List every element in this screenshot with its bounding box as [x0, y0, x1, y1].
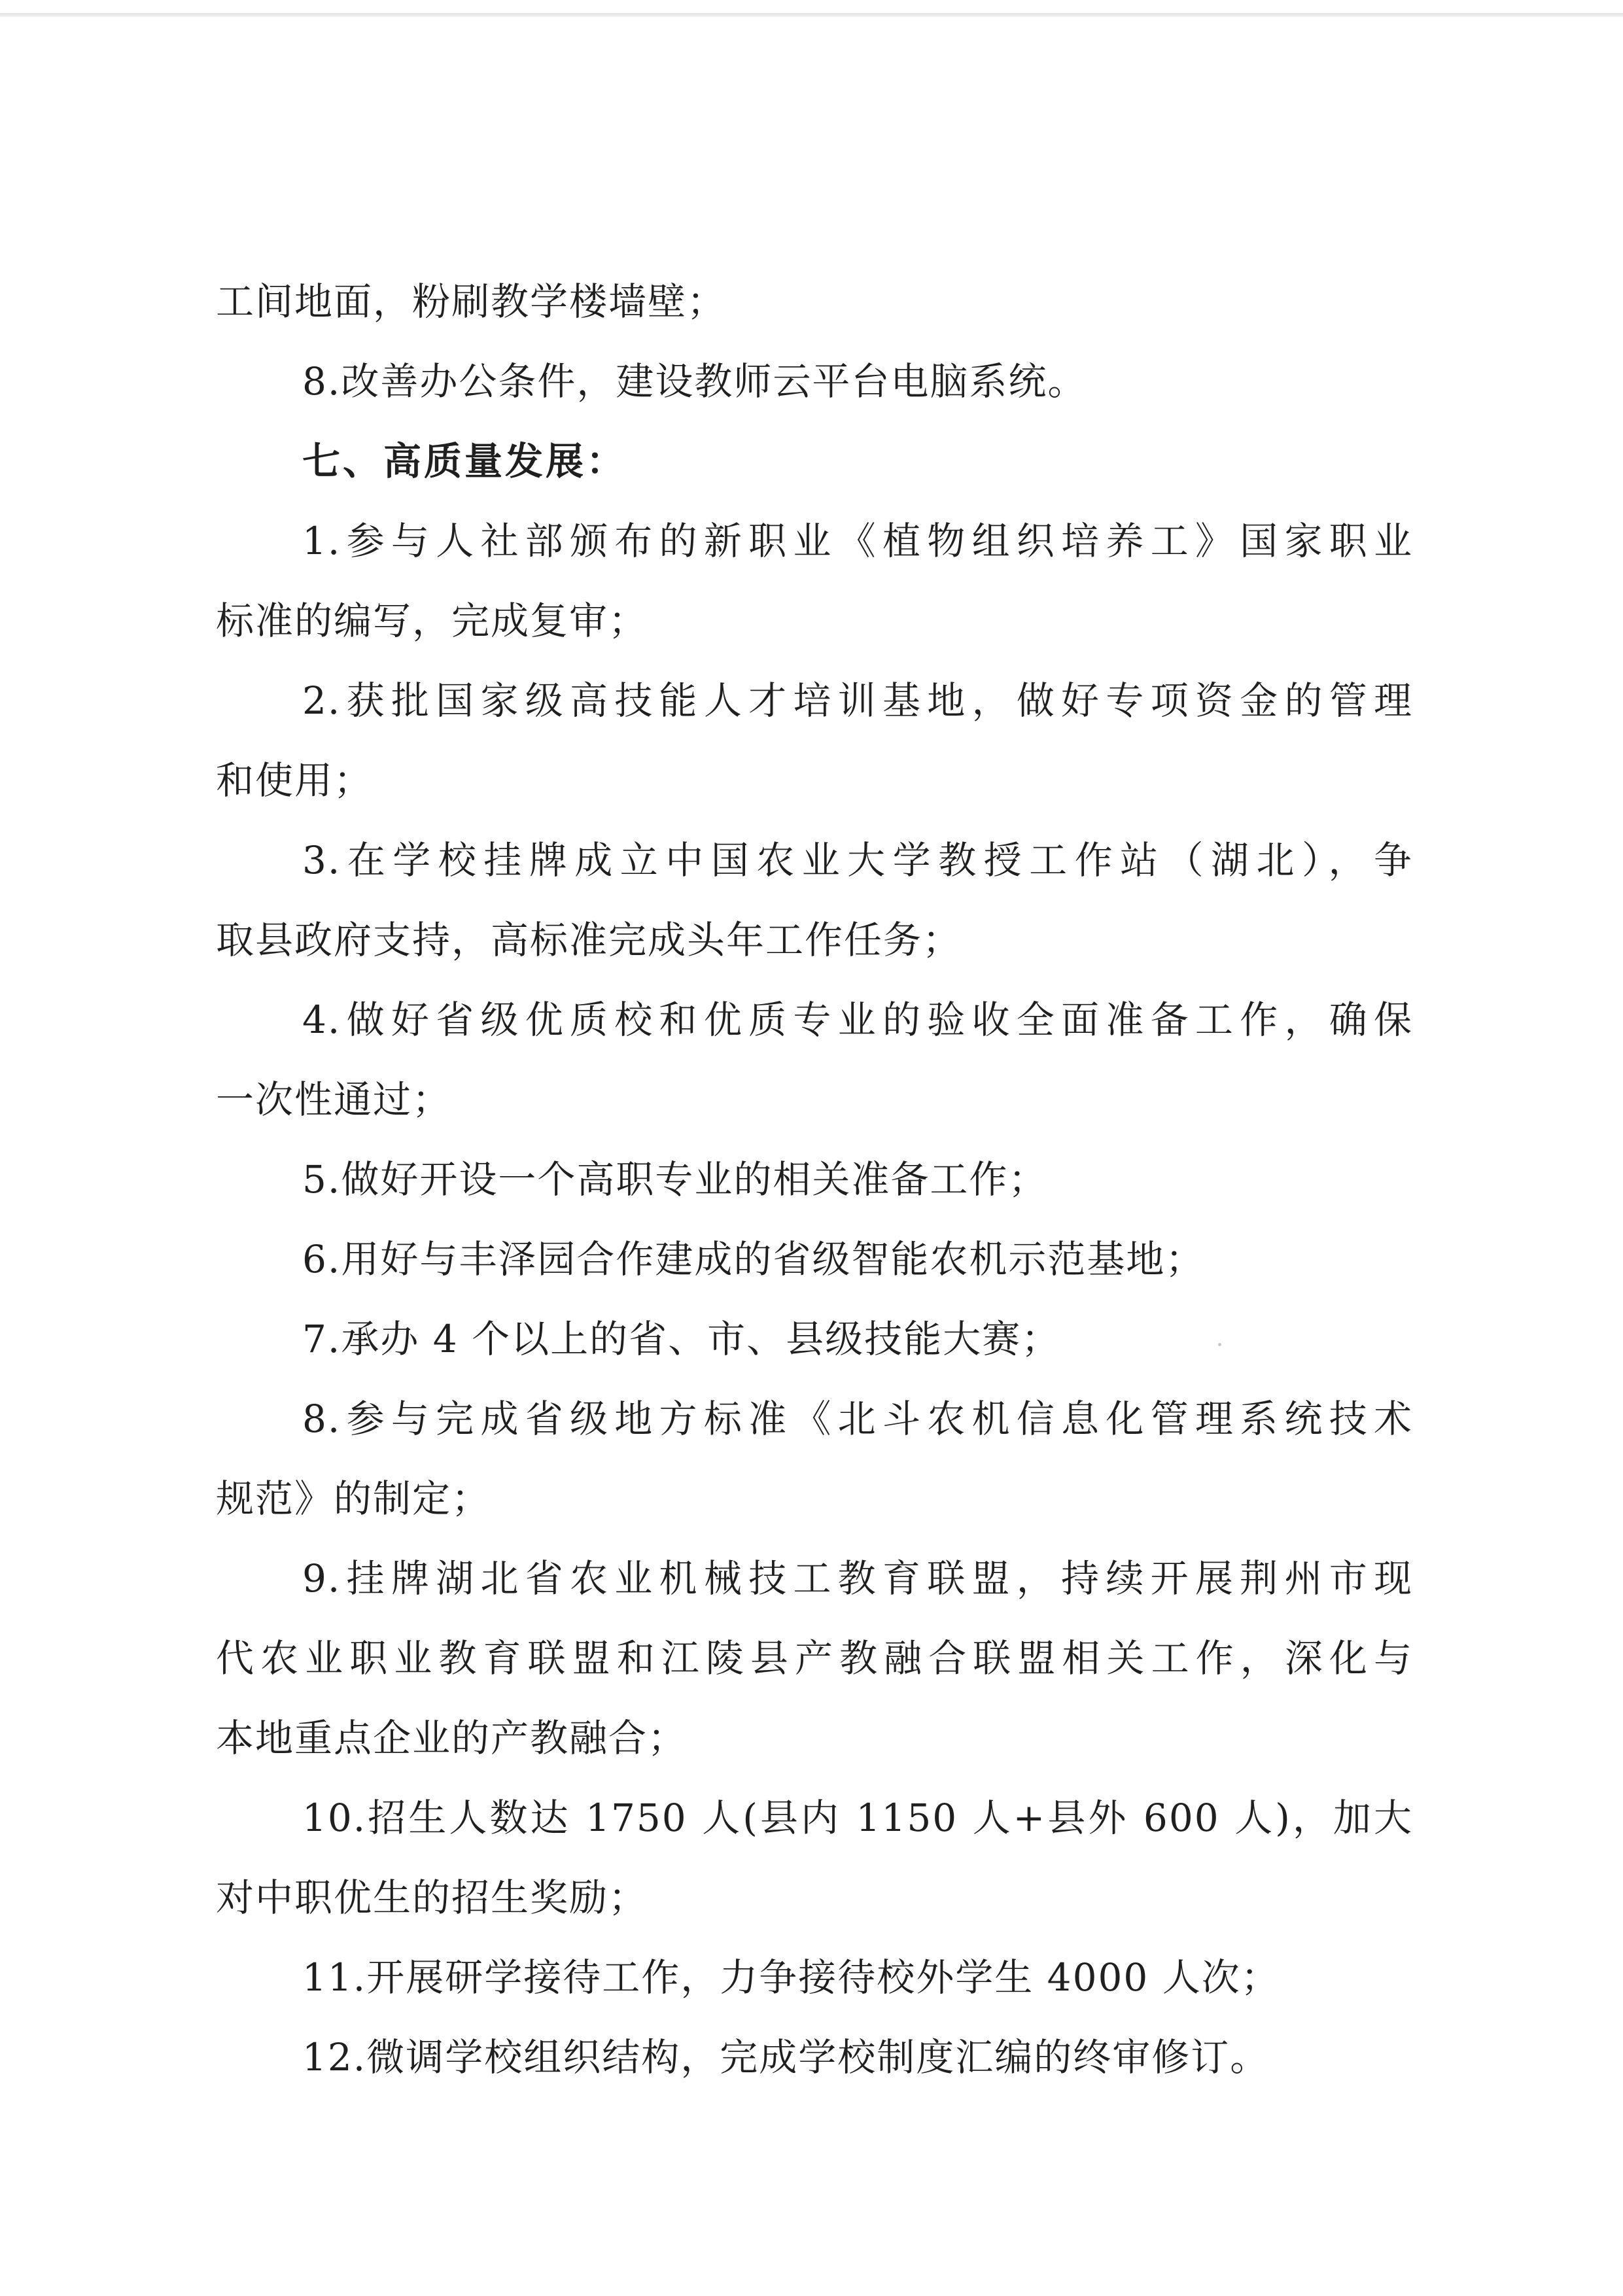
scan-edge-line	[0, 13, 1623, 17]
list-item-6: 6.用好与丰泽园合作建成的省级智能农机示范基地；	[302, 1237, 1205, 1281]
document-body	[216, 262, 1413, 2097]
list-item-11: 11.开展研学接待工作，力争接待校外学生 4000 人次；	[302, 1955, 1280, 2000]
list-item-4: 4.做好省级优质校和优质专业的验收全面准备工作，确保	[302, 998, 1413, 1042]
list-item-9-continued-2: 本地重点企业的产教融合；	[216, 1716, 688, 1760]
list-item-10: 10.招生人数达 1750 人(县内 1150 人+县外 600 人)，加大	[302, 1796, 1413, 1840]
scan-speck	[1218, 1343, 1221, 1346]
paragraph-line: 工间地面，粉刷教学楼墙壁；	[216, 279, 727, 324]
list-item-4-continued: 一次性通过；	[216, 1077, 452, 1122]
list-item-1: 1.参与人社部颁布的新职业《植物组织培养工》国家职业	[302, 519, 1413, 563]
list-item-2: 2.获批国家级高技能人才培训基地，做好专项资金的管理	[302, 678, 1413, 723]
list-item-8: 8.参与完成省级地方标准《北斗农机信息化管理系统技术	[302, 1397, 1413, 1441]
list-item-1-continued: 标准的编写，完成复审；	[216, 599, 648, 643]
list-item-9-continued: 代农业职业教育联盟和江陵县产教融合联盟相关工作，深化与	[216, 1636, 1413, 1680]
section-heading-high-quality-development: 七、高质量发展：	[302, 439, 627, 483]
list-item-2-continued: 和使用；	[216, 758, 374, 803]
list-item-12: 12.微调学校组织结构，完成学校制度汇编的终审修订。	[302, 2035, 1270, 2079]
list-item-10-continued: 对中职优生的招生奖励；	[216, 1875, 648, 1920]
list-item-3: 3.在学校挂牌成立中国农业大学教授工作站（湖北），争	[302, 838, 1413, 882]
list-item-3-continued: 取县政府支持，高标准完成头年工作任务；	[216, 918, 962, 962]
list-item-7: 7.承办 4 个以上的省、市、县级技能大赛；	[302, 1317, 1061, 1361]
list-item-8-continued: 规范》的制定；	[216, 1476, 491, 1521]
list-item-9: 9.挂牌湖北省农业机械技工教育联盟，持续开展荆州市现	[302, 1556, 1413, 1601]
list-item-5: 5.做好开设一个高职专业的相关准备工作；	[302, 1157, 1048, 1202]
list-item-8-renovation: 8.改善办公条件，建设教师云平台电脑系统。	[302, 359, 1087, 404]
